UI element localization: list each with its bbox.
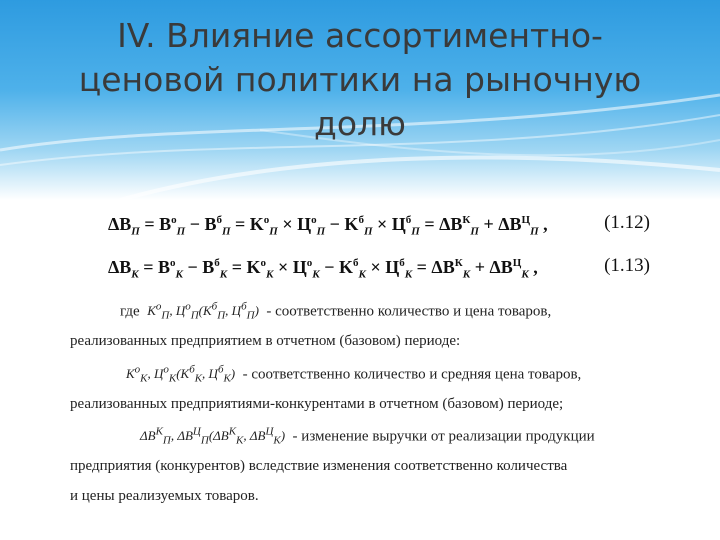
title-line-2: ценовой политики на рыночную (78, 60, 642, 99)
text-line (140, 426, 595, 447)
title-line-3: долю (314, 104, 406, 143)
symbol-group: $K^о_К$, $Ц^о_К(K^б_К$, $Ц^б_К$) (126, 364, 236, 385)
text-prefix: где (120, 303, 140, 320)
formula-1-12 (0, 210, 720, 240)
formula-expression: $\Delta B_К = B^о_К - B^б_К = K^о_К \times Ц^о_К - K^б_К \times Ц^б_К = \Delta B^К_К + \Delta B^Ц_К$ , (108, 257, 538, 281)
formula-1-13 (0, 253, 720, 283)
symbol-group: $K^о_П$, $Ц^о_П(K^б_П$, $Ц^б_П$) (147, 301, 259, 322)
text-line: реализованных предприятиями-конкурентами в отчетном (базовом) периоде; (70, 396, 564, 412)
title-line-1: IV. Влияние ассортиментно- (117, 16, 603, 55)
text-line: и цены реализуемых товаров. (70, 488, 259, 504)
text-line: предприятия (конкурентов) вследствие изменения соответственно количества (70, 458, 568, 474)
formula-number: (1.12) (604, 212, 650, 233)
text-segment: - соответственно количество и средняя цена товаров, (242, 366, 582, 383)
text-segment: - соответственно количество и цена товаров, (266, 303, 552, 320)
text-line: реализованных предприятием в отчетном (базовом) периоде: (70, 333, 461, 349)
text-segment: - изменение выручки от реализации продукции (292, 428, 595, 445)
slide-header-background (0, 0, 720, 200)
text-line (126, 364, 581, 385)
text-line (120, 301, 551, 322)
symbol-group: $\Delta B^К_П$, $\Delta B^Ц_П(\Delta B^К_К$, $\Delta B^Ц_К$) (140, 426, 286, 447)
formula-number: (1.13) (604, 255, 650, 276)
slide-title (60, 14, 660, 146)
formula-expression: $\Delta B_П = B^о_П - B^б_П = K^о_П \times Ц^о_П - K^б_П \times Ц^б_П = \Delta B^К_П + \Delta B^Ц_П$ , (108, 214, 548, 238)
